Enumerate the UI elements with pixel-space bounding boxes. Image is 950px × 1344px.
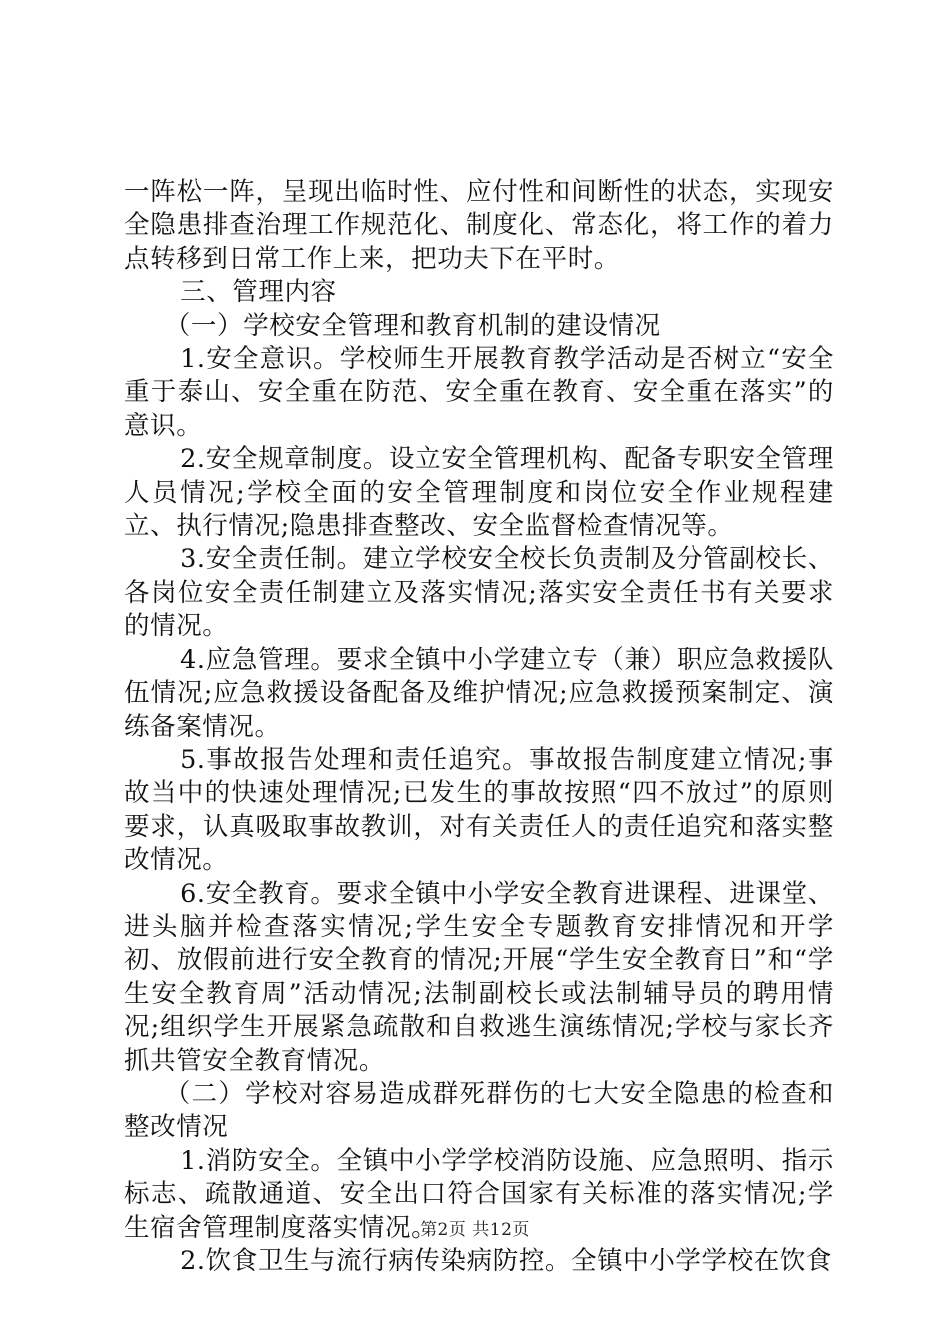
paragraph-safety-rules: 2.安全规章制度。设立安全管理机构、配备专职安全管理人员情况;学校全面的安全管理制度和岗位安全作业规程建立、执行情况;隐患排查整改、安全监督检查情况等。 bbox=[124, 444, 834, 542]
document-body bbox=[124, 176, 834, 1278]
subsection-heading-1: （一）学校安全管理和教育机制的建设情况 bbox=[164, 310, 661, 341]
subsection-heading-2: （二）学校对容易造成群死群伤的七大安全隐患的检查和整改情况 bbox=[124, 1078, 834, 1143]
paragraph-continuation: 一阵松一阵，呈现出临时性、应付性和间断性的状态，实现安全隐患排查治理工作规范化、制度化、常态化，将工作的着力点转移到日常工作上来，把功夫下在平时。 bbox=[124, 177, 834, 274]
section-heading-management-content: 三、管理内容 bbox=[180, 277, 337, 308]
paragraph-safety-education: 6.安全教育。要求全镇中小学安全教育进课程、进课堂、进头脑并检查落实情况;学生安全专题教育安排情况和开学初、放假前进行安全教育的情况;开展“学生安全教育日”和“学生安全教育周”活动情况;法制副校长或法制辅导员的聘用情况;组织学生开展紧急疏散和自救逃生演练情况;学校与家长齐抓共管安全教育情况。 bbox=[124, 878, 834, 1076]
paragraph-food-hygiene: 2.饮食卫生与流行病传染病防控。全镇中小学学校在饮食 bbox=[180, 1246, 833, 1276]
page-number-footer: 第2页 共12页 bbox=[420, 1220, 530, 1240]
paragraph-fire-safety: 1.消防安全。全镇中小学学校消防设施、应急照明、指示标志、疏散通道、安全出口符合国家有关标准的落实情况;学生宿舍管理制度落实情况。 bbox=[124, 1145, 834, 1243]
paragraph-safety-awareness: 1.安全意识。学校师生开展教育教学活动是否树立“安全重于泰山、安全重在防范、安全重在教育、安全重在落实”的意识。 bbox=[124, 344, 834, 441]
paragraph-safety-responsibility: 3.安全责任制。建立学校安全校长负责制及分管副校长、各岗位安全责任制建立及落实情况;落实安全责任书有关要求的情况。 bbox=[124, 544, 834, 642]
paragraph-accident-reporting: 5.事故报告处理和责任追究。事故报告制度建立情况;事故当中的快速处理情况;已发生的事故按照“四不放过”的原则要求，认真吸取事故教训，对有关责任人的责任追究和落实整改情况。 bbox=[124, 744, 834, 876]
paragraph-emergency-management: 4.应急管理。要求全镇中小学建立专（兼）职应急救援队伍情况;应急救援设备配备及维护情况;应急救援预案制定、演练备案情况。 bbox=[124, 644, 834, 742]
